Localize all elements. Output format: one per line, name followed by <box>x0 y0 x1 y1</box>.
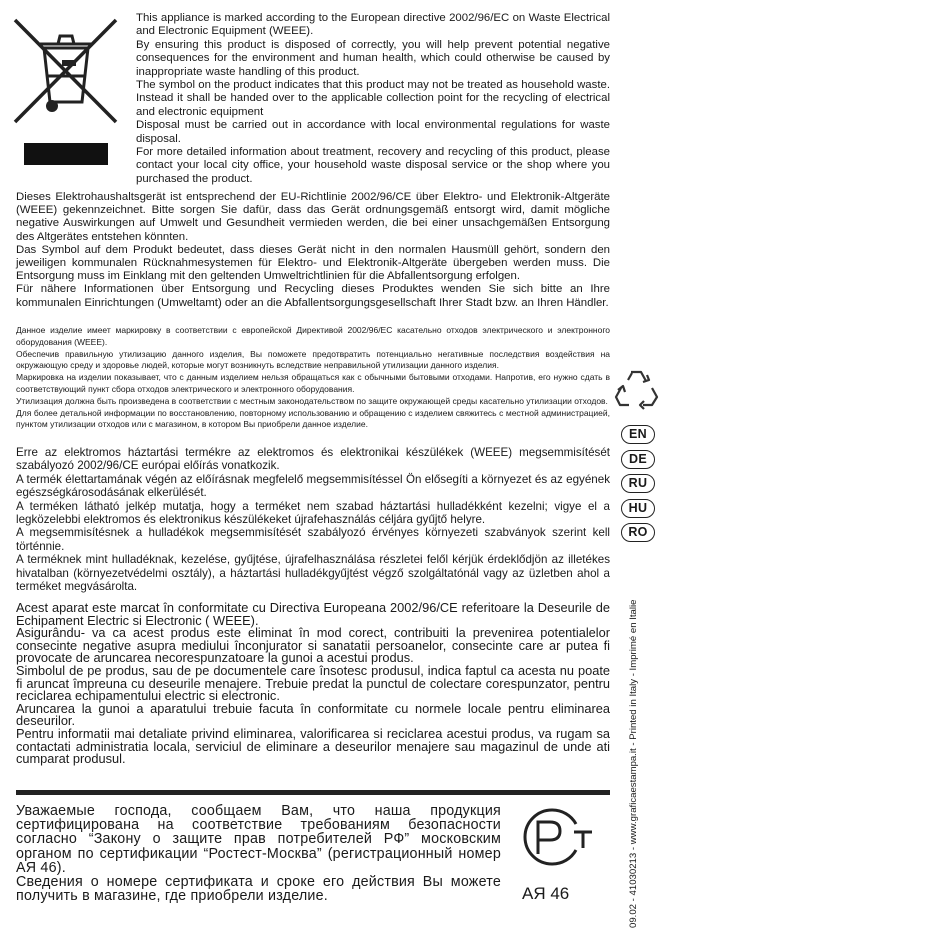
section-divider <box>16 790 610 795</box>
rst-certification-mark-icon <box>508 804 594 870</box>
hu-line: A terméken látható jelkép mutatja, hogy a terméket nem szabad háztartási hulladékként kezelni; vigye el a legközelebbi elektromos és elektronikus készülékeket újrafehasználás céljára gyűjtő helyre. <box>16 499 610 527</box>
hu-line: Erre az elektromos háztartási termékre az elektromos és elektronikai készülékek (WEEE) megsemmisítését szabályozó 2002/96/CE európai előírás vonatkozik. <box>16 446 610 473</box>
hu-line: A megsemmisítésnek a hulladékok megsemmisítését szabályozó érvényes környezeti szabványok szerint kell történnie. <box>16 526 610 553</box>
weee-notice-english <box>136 12 610 186</box>
weee-notice-german <box>16 191 610 310</box>
weee-notice-romanian <box>16 602 610 766</box>
weee-notice-russian <box>16 325 610 431</box>
ru-line: Данное изделие имеет маркировку в соответствии с европейской Директивой 2002/96/ЕС касательно отходов электрического и электронного оборудования (WEEE). <box>16 325 610 347</box>
recycle-icon <box>613 366 659 412</box>
en-line: Disposal must be carried out in accordance with local environmental regulations for waste disposal. <box>136 119 610 145</box>
hu-line: A termék élettartamának végén az előírásnak megfelelő megsemmisítéssel Ön elősegíti a környezet és az egyének egészségkárosodásának elkerülését. <box>16 472 610 500</box>
language-badge-ru: RU <box>621 474 655 493</box>
language-badge-hu: HU <box>621 499 655 518</box>
certificate-code: АЯ 46 <box>522 884 570 903</box>
ru-certification-notice <box>16 804 501 903</box>
ro-line: Pentru informatii mai detaliate privind eliminarea, valorificarea si reciclarea acestui produs, va rugam sa contactati administratia locala, serviciul de eliminare a deseurilor menajere sau magazinul de unde ati cumparat produsul. <box>16 725 610 767</box>
ru-line: Для более детальной информации по восстановлению, повторному использованию и обращению с изделием свяжитесь с местной администрацией, пунктом утилизации отходов или с магазином, в котором Вы приобрели данное изделие. <box>16 407 610 430</box>
ru-cert-line: Сведения о номере сертификата и сроке его действия Вы можете получить в магазине, где приобрели изделие. <box>16 874 501 905</box>
language-badge-en: EN <box>621 425 655 444</box>
ru-cert-line: Уважаемые господа, сообщаем Вам, что наша продукция сертифицирована на соответствие требованиям безопасности согласно “Закону о защите прав потребителей РФ” московским органом по сертификации “Ростест-Москва” (регистрационный номер АЯ 46). <box>16 803 501 876</box>
ru-line: Обеспечив правильную утилизацию данного изделия, Вы поможете предотвратить потенциально негативные последствия воздействия на окружающую среду и здоровье людей, которые могут возникнуть вследствие неправильной утилизации данного изделия. <box>16 348 610 371</box>
print-info-vertical: 09.02 - 41030213 - www.graficaestampa.it - Printed in Italy - Imprimé en Italie <box>628 599 639 928</box>
en-line: For more detailed information about treatment, recovery and recycling of this product, please contact your local city office, your household waste disposal service or the shop where you purchased the product. <box>136 146 610 185</box>
ro-line: Simbolul de pe produs, sau de pe documentele care însotesc produsul, indica faptul ca acesta nu poate fi aruncat împreuna cu deseurile menajere. Trebuie predat la punctul de colectare corespunzator, pentru reciclarea echipamentului electric si electronic. <box>16 662 610 704</box>
ro-line: Acest aparat este marcat în conformitate cu Directiva Europeana 2002/96/CE referitoare la Deseurile de Echipament Electric si Electronic ( WEEE). <box>16 600 610 628</box>
language-badge-ro: RO <box>621 523 655 542</box>
crossed-out-bin-icon <box>12 14 120 126</box>
hu-line: A terméknek mint hulladéknak, kezelése, gyűjtése, újrafelhasználása részletei felől kérjük érdeklődjön az illetékes hivatalban (környezetvédelmi osztály), a háztartási hulladékgyűjtést végző szolgáltatónál vagy az üzletben ahol a terméket megvásárolta. <box>16 553 610 594</box>
de-line: Dieses Elektrohaushaltsgerät ist entsprechend der EU-Richtlinie 2002/96/CE über Elektro- und Elektronik-Altgeräte (WEEE) gekennzeichnet. Bitte sorgen Sie dafür, dass das Gerät ordnungsgemäß entsorgt wird, damit mögliche negative Auswirkungen auf Umwelt und Gesundheit vermieden werden, die bei einer unsachgemäßen Entsorgung des Altgerätes entstehen könnten. <box>16 191 610 243</box>
en-line: This appliance is marked according to the European directive 2002/96/EC on Waste Electrical and Electronic Equipment (WEEE). <box>136 12 610 38</box>
en-line: By ensuring this product is disposed of correctly, you will help prevent potential negative consequences for the environment and human health, which could otherwise be caused by inappropriate waste handling of this product. <box>136 38 610 78</box>
de-line: Das Symbol auf dem Produkt bedeutet, dass dieses Gerät nicht in den normalen Hausmüll gehört, sondern den jeweiligen kommunalen Rücknahmesystemen für Elektro- und Elektronik-Altgeräte übergeben werden muss. Die Entsorgung muss im Einklang mit den geltenden Umweltrichtlinien für die Abfallentsorgung erfolgen. <box>16 243 610 283</box>
ro-line: Aruncarea la gunoi a aparatului trebuie facuta în conformitate cu normele locale pentru eliminarea deseurilor. <box>16 700 610 729</box>
weee-black-bar <box>24 143 108 165</box>
weee-notice-hungarian <box>16 446 610 593</box>
language-badge-de: DE <box>621 450 655 469</box>
en-line: The symbol on the product indicates that this product may not be treated as household waste. Instead it shall be handed over to the applicable collection point for the recycling of electrical and electronic equipment <box>136 79 610 118</box>
ro-line: Asigurându- va ca acest produs este eliminat în mod corect, contribuiti la prevenirea potentialelor consecinte negative asupra mediului înconjurator si sanatatii persoanelor, consecinte care ar putea fi provocate de aruncarea necorespunzatoare la gunoi a acestui produs. <box>16 625 610 666</box>
ru-line: Утилизация должна быть произведена в соответствии с местным законодательством по защите окружающей среды касательно утилизации отходов. <box>16 395 608 406</box>
de-line: Für nähere Informationen über Entsorgung und Recycling dieses Produktes wenden Sie sich bitte an Ihre kommunalen Einrichtungen (Umweltamt) oder an die Abfallentsorgungsgesellschaft Ihrer Stadt bzw. an Ihren Händler. <box>16 283 610 309</box>
ru-line: Маркировка на изделии показывает, что с данным изделием нельзя обращаться как с обычными бытовыми отходами. Напротив, его нужно сдать в соответствующий пункт сбора отходов электрического и электронного оборудования. <box>16 372 610 394</box>
